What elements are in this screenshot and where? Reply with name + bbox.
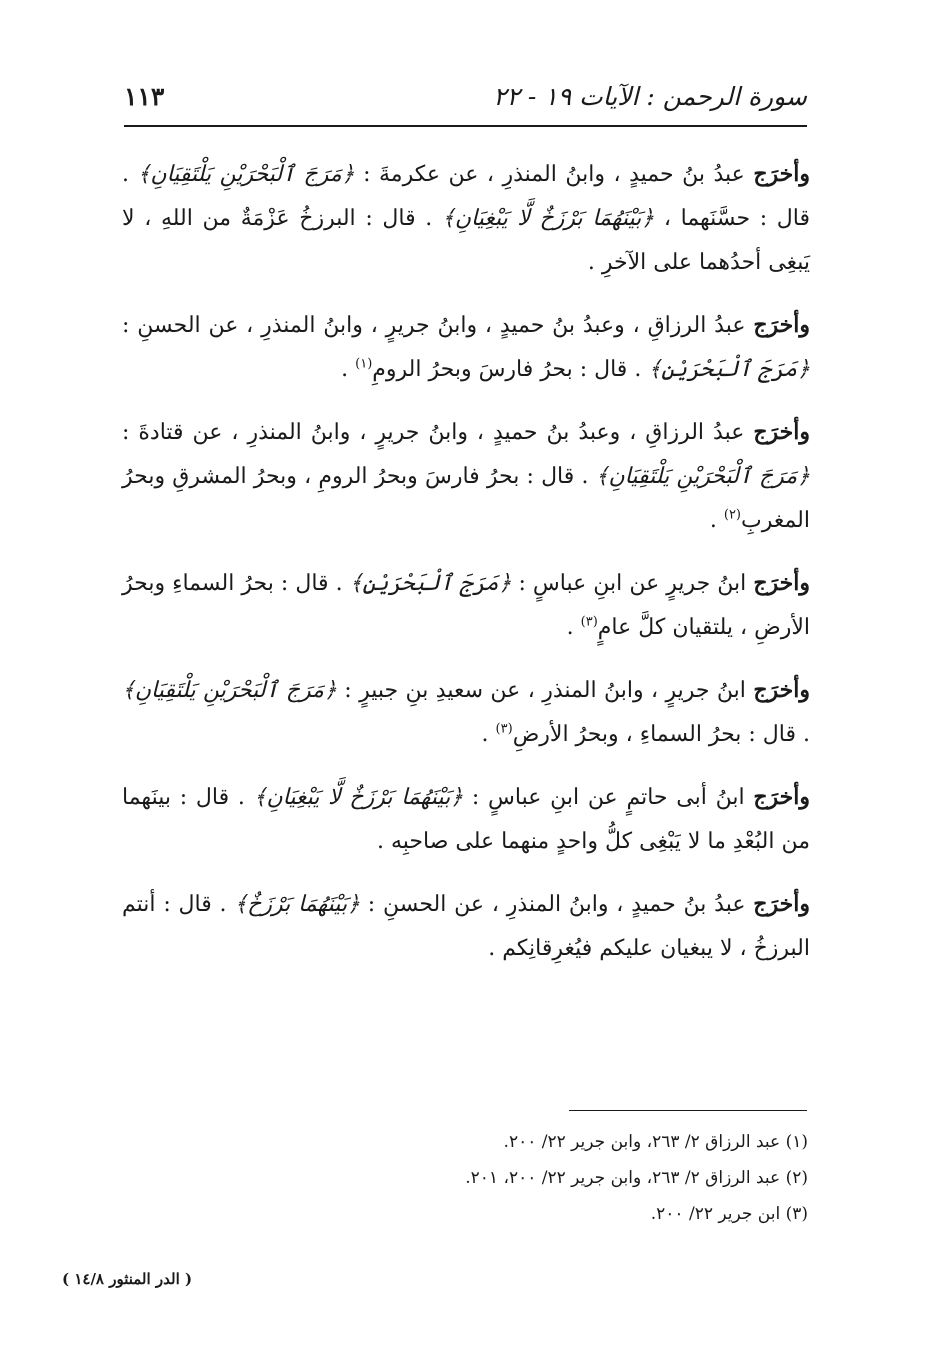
paragraph-text: . (709, 508, 724, 533)
footnote-ref: (٣) (495, 721, 513, 737)
footnote-ref: (١) (355, 356, 373, 372)
paragraph-text: . قال : البرزخُ عَزْمَةٌ من اللهِ ، لا يَبغِى أحدُهما على الآخرِ . (122, 206, 810, 275)
quran-quote: ﴿مَرَجَ ٱلْبَحْرَيْنِ يَلْتَقِيَانِ﴾ (137, 162, 355, 187)
paragraph-text: ابنُ جريرٍ ، وابنُ المنذرِ ، عن سعيدِ بنِ جبيرٍ : (336, 678, 754, 703)
paragraph-lead: وأخرَج (753, 161, 810, 187)
paragraph (122, 410, 810, 543)
page-number: ١١٣ (124, 82, 165, 111)
paragraph-text: . قال : بحرُ فارسَ وبحرُ الرومِ (372, 357, 649, 382)
paragraph-lead: وأخرَج (753, 784, 810, 810)
paragraph-text: عبدُ الرزاقِ ، وعبدُ بنُ حميدٍ ، وابنُ جريرٍ ، وابنُ المنذرِ ، عن الحسنِ : (122, 313, 754, 338)
paragraph-lead: وأخرَج (753, 419, 810, 445)
footnote-1: (١) عبد الرزاق ٢/ ٢٦٣، وابن جرير ٢٢/ ٢٠٠. (503, 1132, 808, 1152)
paragraph (122, 882, 810, 971)
header-title: سورة الرحمن : الآيات ١٩ - ٢٢ (493, 82, 807, 111)
paragraph-text: . قال : بحرُ السماءِ وبحرُ الأرضِ ، يلتقيان كلَّ عامٍ (122, 571, 810, 640)
header-rule (124, 125, 807, 127)
footnote-ref: (٣) (580, 614, 598, 630)
main-text (122, 152, 810, 989)
quran-quote: ﴿مَرَجَ ٱلْبَحْرَيْنِ﴾ (648, 357, 810, 382)
paragraph-text: عبدُ بنُ حميدٍ ، وابنُ المنذرِ ، عن عكرمةَ : (354, 162, 754, 187)
quran-quote: ﴿بَيْنَهُمَا بَرْزَخٌ لَّا يَبْغِيَانِ﴾ (441, 206, 655, 231)
paragraph-text: ابنُ جريرٍ عن ابنِ عباسٍ : (511, 571, 754, 596)
paragraph-text: عبدُ الرزاقِ ، وعبدُ بنُ حميدٍ ، وابنُ جريرٍ ، وابنُ المنذرِ ، عن قتادةَ : (122, 420, 754, 445)
paragraph-text: . قال : حسَّنَهما ، (122, 162, 810, 231)
running-header (124, 78, 807, 118)
paragraph-text: . (566, 615, 581, 640)
quran-quote: ﴿مَرَجَ ٱلْبَحْرَيْنِ يَلْتَقِيَانِ﴾ (122, 678, 337, 703)
paragraph (122, 152, 810, 285)
paragraph-lead: وأخرَج (753, 677, 810, 703)
paragraph-text: . (341, 357, 356, 382)
paragraph (122, 303, 810, 392)
quran-quote: ﴿مَرَجَ ٱلْبَحْرَيْنِ يَلْتَقِيَانِ﴾ (595, 464, 810, 489)
footnote-ref: (٢) (723, 507, 741, 523)
paragraph (122, 668, 810, 757)
paragraph-text: . قال : بحرُ السماءِ ، وبحرُ الأرضِ (512, 722, 810, 747)
paragraph-lead: وأخرَج (753, 570, 811, 596)
paragraph-text: . قال : أنتم البرزخُ ، لا يبغيان عليكم فيُغرِقانِكم . (122, 892, 810, 961)
footnote-3: (٣) ابن جرير ٢٢/ ٢٠٠. (650, 1204, 808, 1224)
footnote-rule (569, 1110, 807, 1111)
paragraph (122, 561, 810, 650)
volume-stamp: ( الدر المنثور ١٤/٨ ) (62, 1270, 193, 1288)
paragraph-text: . قال : بحرُ فارسَ وبحرُ الرومِ ، وبحرُ المشرقِ وبحرُ المغربِ (122, 464, 810, 533)
paragraph-text: . (481, 722, 496, 747)
paragraph-text: عبدُ بنُ حميدٍ ، وابنُ المنذرِ ، عن الحسنِ : (359, 892, 754, 917)
paragraph-lead: وأخرَج (753, 891, 810, 917)
paragraph-text: ابنُ أبى حاتمٍ عن ابنِ عباسٍ : (463, 785, 754, 810)
footnote-2: (٢) عبد الرزاق ٢/ ٢٦٣، وابن جرير ٢٢/ ٢٠٠، ٢٠١. (465, 1168, 808, 1188)
quran-quote: ﴿مَرَجَ ٱلْبَحْرَيْنِ﴾ (349, 571, 512, 596)
quran-quote: ﴿بَيْنَهُمَا بَرْزَخٌ﴾ (234, 892, 360, 917)
paragraph-lead: وأخرَج (753, 312, 810, 338)
paragraph (122, 775, 810, 864)
footnotes (300, 1124, 808, 1232)
paragraph-text: . قال : بينَهما من البُعْدِ ما لا يَبْغِى كلُّ واحدٍ منهما على صاحبِه . (122, 785, 810, 854)
quran-quote: ﴿بَيْنَهُمَا بَرْزَخٌ لَّا يَبْغِيَانِ﴾ (253, 785, 464, 810)
